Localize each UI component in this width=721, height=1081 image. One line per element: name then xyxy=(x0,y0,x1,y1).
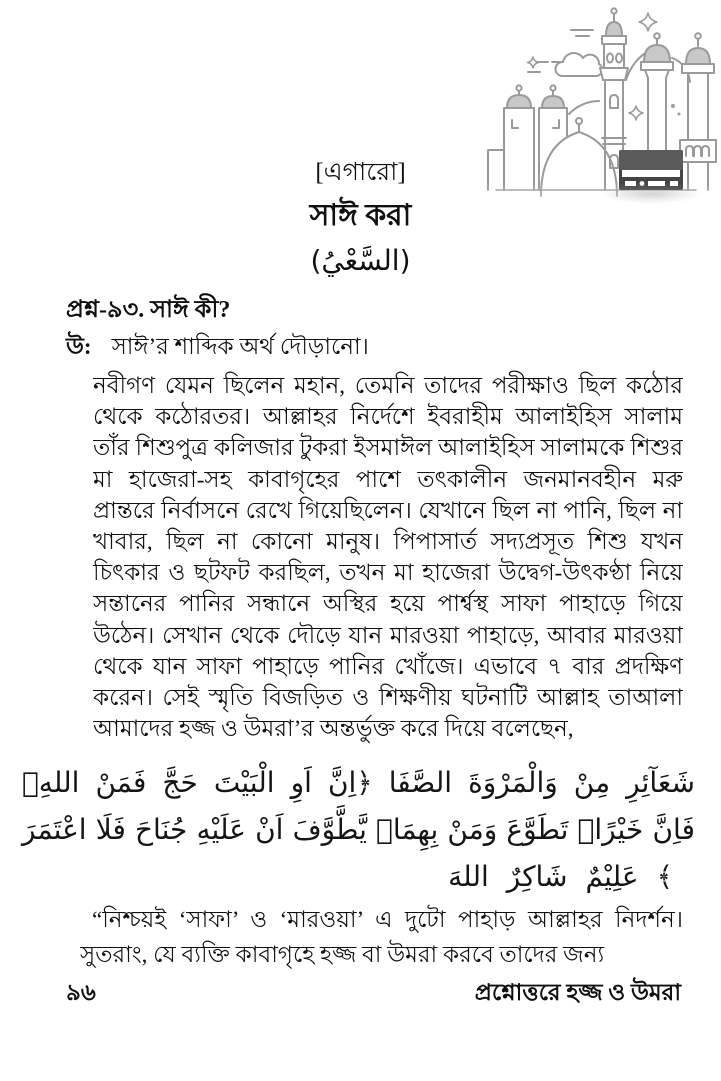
arabic-word: فَمَنْ xyxy=(95,766,147,799)
arabic-word: اللهِۚ xyxy=(22,766,80,799)
arabic-word: ﴾ xyxy=(656,860,673,893)
chapter-title-arabic: (السَّعْيُ) xyxy=(310,244,411,277)
arabic-word: الصَّفَا xyxy=(388,766,453,799)
quran-verse xyxy=(22,752,695,893)
arabic-word: اَنْ xyxy=(255,813,284,846)
cloud-icon xyxy=(528,30,602,76)
arabic-word: جُنَاحَ xyxy=(134,813,188,846)
arabic-word: يَّطَّوَّفَ xyxy=(292,813,367,846)
arabic-word: شَاكِرٌ xyxy=(506,860,568,893)
right-minaret-a xyxy=(641,33,673,152)
arabic-word: وَالْمَرْوَةَ xyxy=(468,766,558,799)
chapter-title: সাঈ করা xyxy=(309,199,412,232)
arabic-word: عَلِيْمٌ xyxy=(585,860,639,893)
chapter-header xyxy=(0,156,721,282)
arabic-word: اللهَ xyxy=(448,860,489,893)
arabic-word: الْبَيْتَ xyxy=(213,766,275,799)
arabic-word: اعْتَمَرَ xyxy=(22,813,87,846)
chapter-number-tag: [এগারো] xyxy=(315,159,406,186)
answer-text: সাঈ’র শাব্দিক অর্থ দৌড়ানো। xyxy=(111,334,369,359)
answer-line xyxy=(66,331,685,363)
page-number: ৯৬ xyxy=(66,980,96,1005)
verse-translation: “নিশ্চয়ই ‘সাফা’ ও ‘মারওয়া’ এ দুটো পাহাড় আল্লাহর নিদর্শন। সুতরাং, যে ব্যক্তি কাবাগৃহে হজ্জ বা উমরা করবে তাদের জন্য xyxy=(80,907,683,967)
arabic-word: ﴿اِنَّ xyxy=(327,766,373,799)
arabic-word: شَعَآئِرِ xyxy=(626,766,695,799)
arabic-word: اَوِ xyxy=(290,766,312,799)
arabic-word: تَطَوَّعَ xyxy=(506,813,569,846)
arabic-word: فَلَا xyxy=(95,813,126,846)
arabic-word: خَيْرًاۙ xyxy=(577,813,644,846)
page-footer xyxy=(66,974,681,1013)
verse-line-3 xyxy=(22,846,695,893)
arabic-word: وَمَنْ xyxy=(447,813,498,846)
verse-line-1 xyxy=(22,752,695,799)
body-paragraph: নবীগণ যেমন ছিলেন মহান, তেমনি তাদের পরীক্ষাও ছিল কঠোর থেকে কঠোরতর। আল্লাহর নির্দেশে ইবরাহীম আলাইহিস সালাম তাঁর শিশুপুত্র কলিজার টুকরা ইসমাঈল আলাইহিস সালামকে শিশুর মা হাজেরা-সহ কাবাগৃহের পাশে তৎকালীন জনমানবহীন মরু প্রান্তরে নির্বাসনে রেখে গিয়েছিলেন। যেখানে ছিল না পানি, ছিল না খাবার, ছিল না কোনো মানুষ। পিপাসার্ত সদ্যপ্রসূত শিশু যখন চিৎকার ও ছটফট করছিল, তখন মা হাজেরা উদ্বেগ-উৎকণ্ঠা নিয়ে সন্তানের পানির সন্ধানে অস্থির হয়ে পার্শ্বস্থ সাফা পাহাড়ে গিয়ে উঠেন। সেখান থেকে দৌড়ে যান মারওয়া পাহাড়ে, আবার মারওয়া থেকে যান সাফা পাহাড়ে পানির খোঁজে। এভাবে ৭ বার প্রদক্ষিণ করেন। সেই স্মৃতি বিজড়িত ও শিক্ষণীয় ঘটনাটি আল্লাহ তাআলা আমাদের হজ্জ ও উমরা’র অন্তর্ভুক্ত করে দিয়ে বলেছেন, xyxy=(93,373,683,742)
arabic-word: مِنْ xyxy=(573,766,611,799)
answer-prefix: উ: xyxy=(66,334,92,359)
question-label: প্রশ্ন-৯৩. সাঈ কী? xyxy=(66,297,231,323)
verse-line-2 xyxy=(22,799,695,846)
arabic-word: عَلَيْهِ xyxy=(196,813,246,846)
arabic-word: حَجَّ xyxy=(162,766,198,799)
arabic-word: فَاِنَّ xyxy=(652,813,695,846)
book-title: প্রশ্নোত্তরে হজ্জ ও উমরা xyxy=(474,980,681,1005)
arabic-word: بِهِمَاۚ xyxy=(376,813,439,846)
